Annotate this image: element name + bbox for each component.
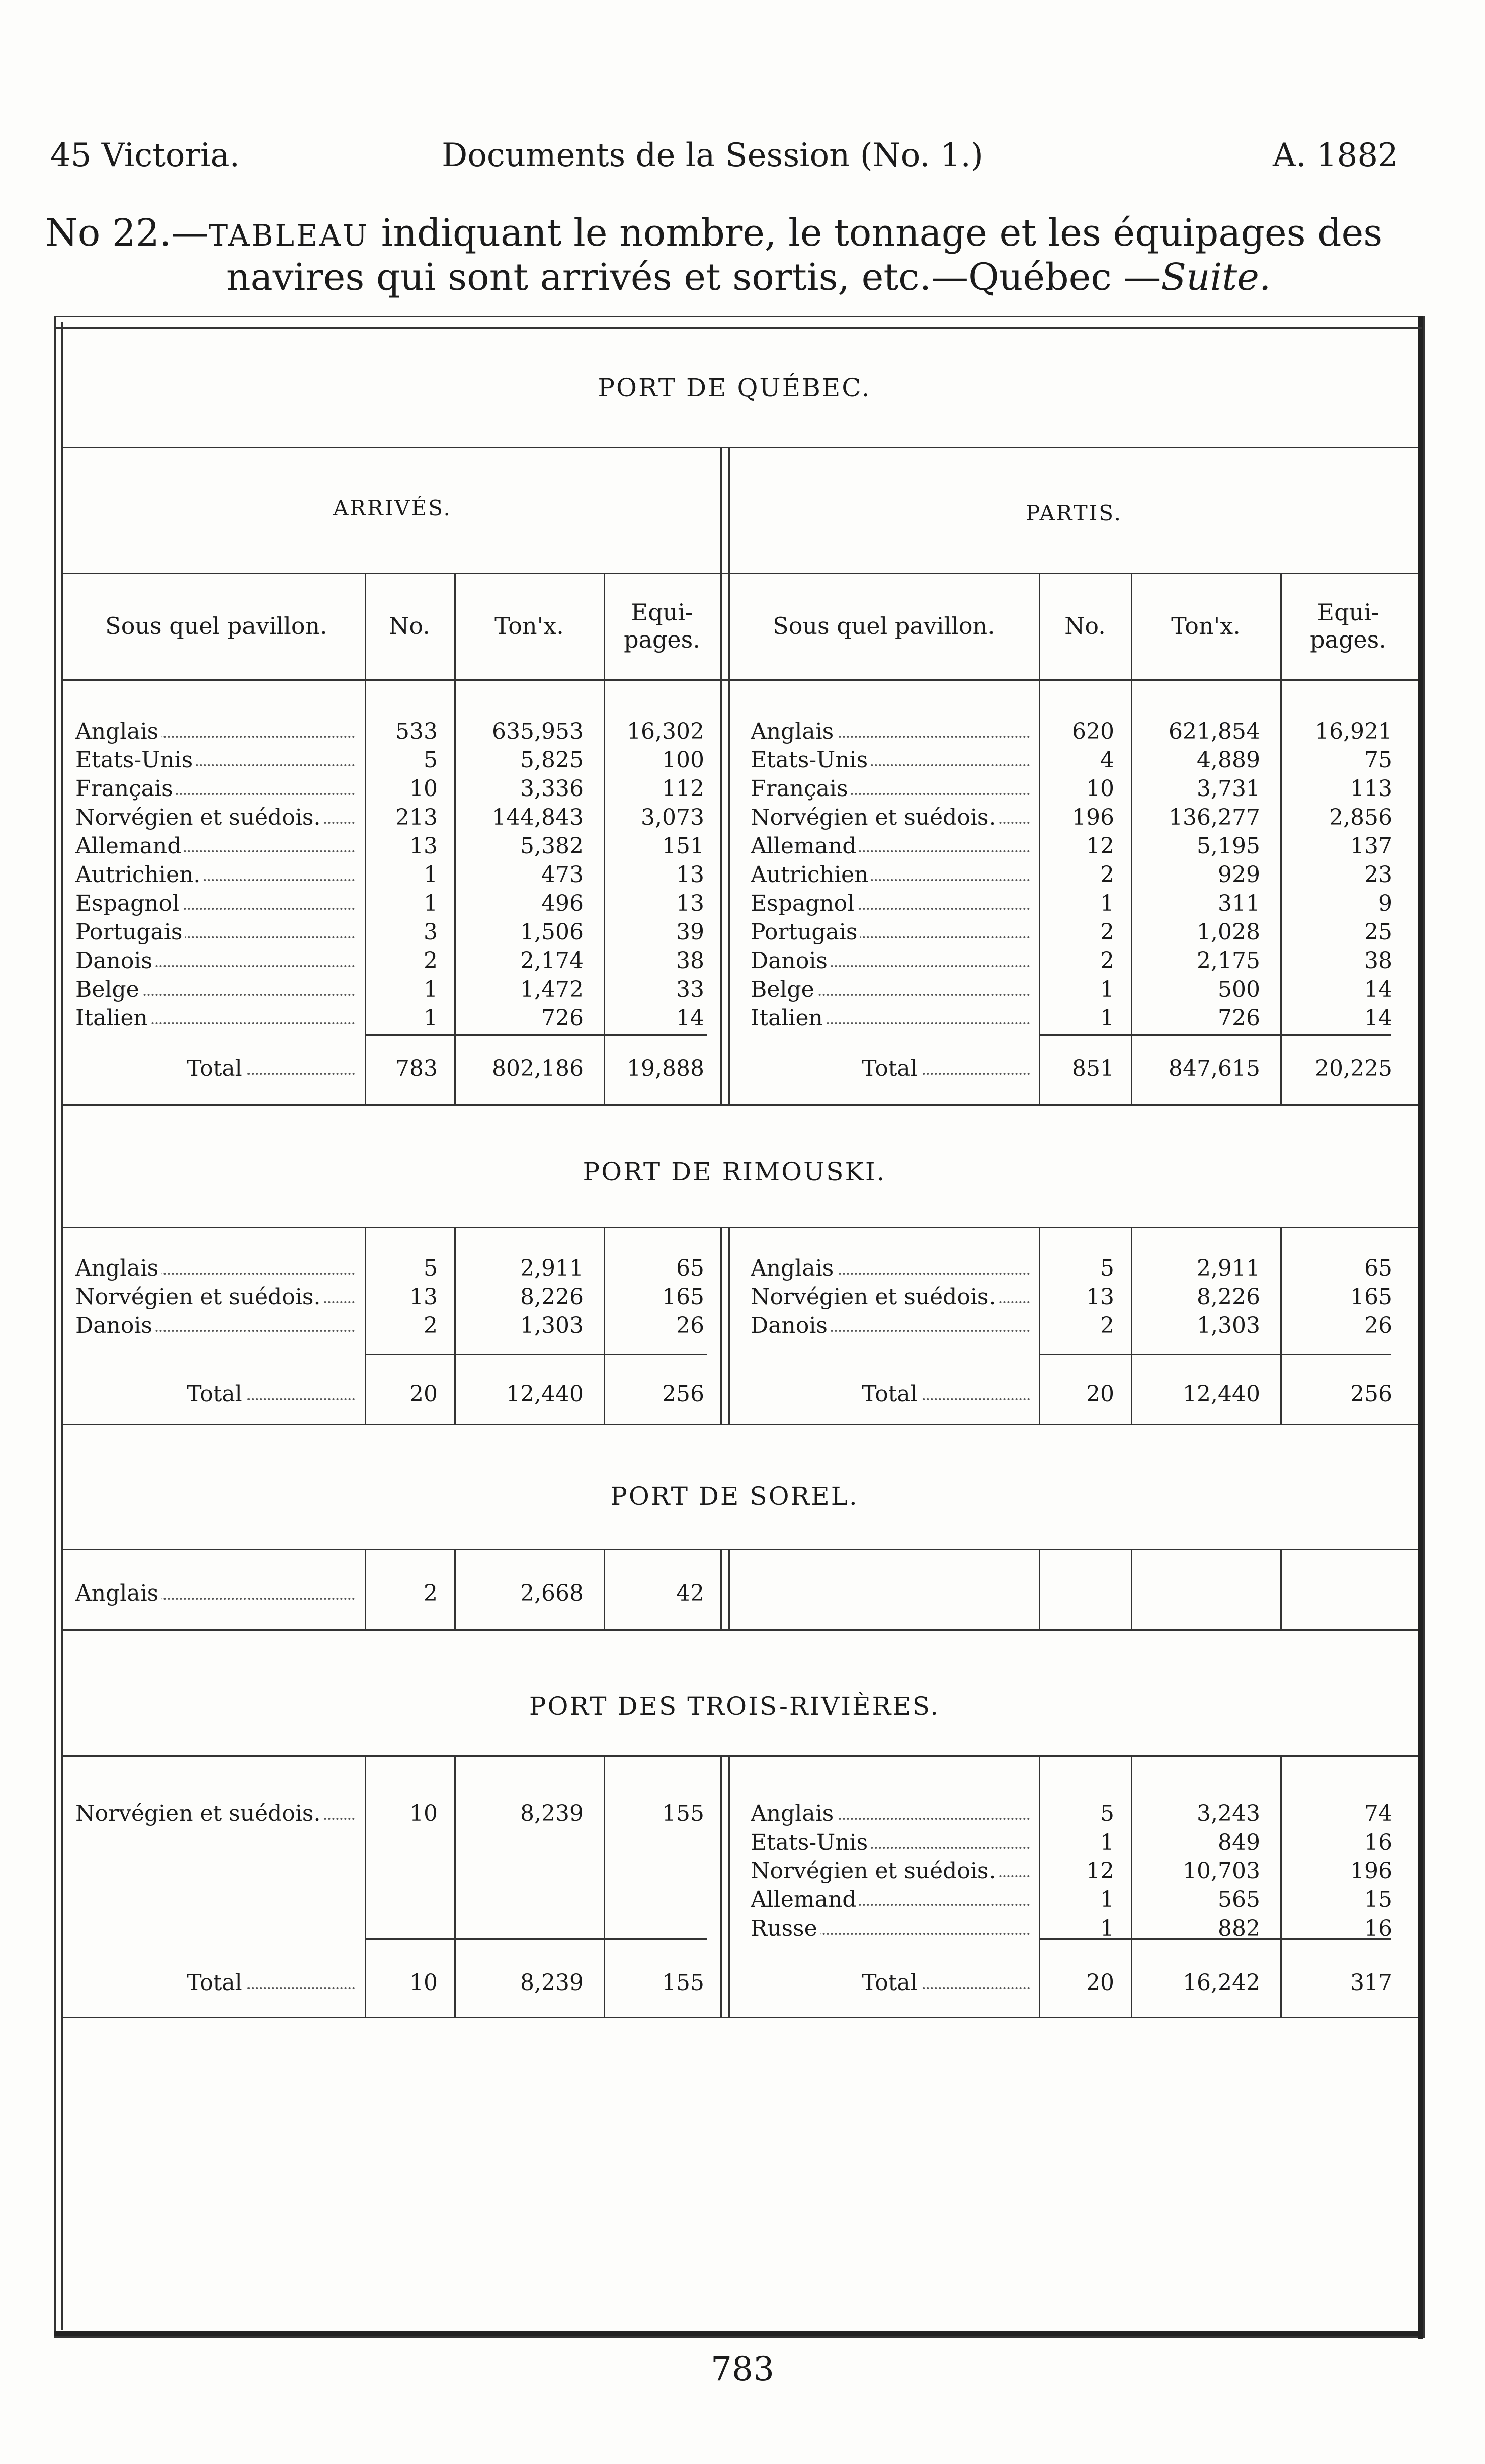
flag-label bbox=[75, 860, 355, 889]
rule bbox=[454, 1227, 456, 1424]
flag-name: Allemand bbox=[751, 1887, 859, 1913]
page-number: 783 bbox=[711, 2350, 774, 2389]
cell-no: 12 bbox=[1086, 833, 1114, 859]
cell-ton: 2,668 bbox=[520, 1580, 584, 1606]
cell-eq: 65 bbox=[1364, 1255, 1392, 1281]
flag-name: Norvégien et suédois. bbox=[751, 1858, 999, 1884]
cell-ton: 882 bbox=[1218, 1916, 1260, 1941]
cell-no: 4 bbox=[1100, 747, 1114, 773]
cell-no: 2 bbox=[1100, 919, 1114, 945]
cell-ton: 12,440 bbox=[1183, 1381, 1260, 1407]
flag-name: Français bbox=[75, 776, 176, 802]
flag-name: Anglais bbox=[751, 1255, 837, 1281]
cell-ton: 929 bbox=[1218, 862, 1260, 888]
flag-name: Total bbox=[183, 1970, 247, 1996]
cell-ton: 8,239 bbox=[520, 1970, 584, 1996]
flag-label bbox=[75, 746, 355, 774]
cell-no: 13 bbox=[409, 1284, 438, 1310]
cell-eq: 3,073 bbox=[641, 805, 704, 830]
cell-ton: 3,336 bbox=[520, 776, 584, 802]
rule bbox=[1280, 1549, 1282, 1629]
total-label bbox=[751, 1380, 1030, 1408]
cell-no: 20 bbox=[1086, 1381, 1114, 1407]
rule bbox=[365, 1227, 366, 1424]
flag-label bbox=[75, 1579, 355, 1608]
flag-label bbox=[751, 1885, 1030, 1914]
cell-no: 3 bbox=[424, 919, 438, 945]
rule bbox=[365, 1755, 366, 2017]
cell-ton: 311 bbox=[1218, 891, 1260, 916]
cell-no: 12 bbox=[1086, 1858, 1114, 1884]
cell-no: 1 bbox=[1100, 977, 1114, 1002]
cell-no: 783 bbox=[395, 1056, 438, 1081]
rule bbox=[61, 1629, 1418, 1631]
rule bbox=[365, 1354, 707, 1355]
cell-ton: 726 bbox=[541, 1005, 584, 1031]
cell-eq: 165 bbox=[662, 1284, 704, 1310]
rule bbox=[1280, 1755, 1282, 2017]
flag-label bbox=[751, 889, 1030, 918]
cell-no: 2 bbox=[424, 948, 438, 974]
cell-ton: 1,472 bbox=[520, 977, 584, 1002]
flag-name: Italien bbox=[751, 1005, 826, 1031]
cell-no: 13 bbox=[409, 833, 438, 859]
rule bbox=[1280, 573, 1282, 1104]
flag-label bbox=[751, 1311, 1030, 1340]
rule bbox=[61, 1755, 1418, 1757]
cell-eq: 112 bbox=[662, 776, 704, 802]
flag-label bbox=[751, 860, 1030, 889]
cell-eq: 256 bbox=[662, 1381, 704, 1407]
flag-name: Norvégien et suédois. bbox=[75, 1284, 323, 1310]
cell-eq: 100 bbox=[662, 747, 704, 773]
cell-eq: 16 bbox=[1364, 1916, 1392, 1941]
flag-label bbox=[751, 1283, 1030, 1311]
cell-no: 20 bbox=[409, 1381, 438, 1407]
flag-label bbox=[75, 1283, 355, 1311]
cell-ton: 3,243 bbox=[1197, 1801, 1260, 1826]
cell-no: 10 bbox=[1086, 776, 1114, 802]
flag-label bbox=[751, 1857, 1030, 1885]
header-left: 45 Victoria. bbox=[50, 137, 240, 174]
flag-label bbox=[751, 975, 1030, 1004]
flag-label bbox=[75, 832, 355, 860]
rule bbox=[728, 1227, 730, 1424]
cell-eq: 317 bbox=[1350, 1970, 1392, 1996]
frame-inner-left-rule bbox=[61, 322, 63, 2330]
cell-no: 2 bbox=[424, 1313, 438, 1338]
cell-ton: 2,911 bbox=[1197, 1255, 1260, 1281]
cell-eq: 16 bbox=[1364, 1830, 1392, 1855]
table-title-line2: navires qui sont arrivés et sortis, etc.—Québec —Suite. bbox=[226, 256, 1271, 299]
rule bbox=[61, 679, 1418, 681]
col-header-no-arrives: No. bbox=[389, 612, 430, 640]
flag-label bbox=[75, 717, 355, 746]
rule bbox=[1280, 1227, 1282, 1424]
rule bbox=[1131, 573, 1132, 1104]
cell-eq: 26 bbox=[676, 1313, 704, 1338]
frame-inner-top-rule bbox=[54, 327, 1422, 329]
rule bbox=[1131, 1549, 1132, 1629]
flag-label bbox=[751, 746, 1030, 774]
cell-ton: 726 bbox=[1218, 1005, 1260, 1031]
flag-name: Anglais bbox=[75, 1580, 161, 1606]
rule bbox=[365, 1034, 707, 1036]
cell-ton: 635,953 bbox=[492, 719, 584, 744]
header-right: A. 1882 bbox=[1273, 137, 1398, 174]
cell-eq: 196 bbox=[1350, 1858, 1392, 1884]
cell-no: 1 bbox=[1100, 1830, 1114, 1855]
flag-name: Allemand bbox=[75, 833, 184, 859]
flag-label bbox=[751, 1254, 1030, 1283]
col-header-equipages-partis: Equi- pages. bbox=[1310, 599, 1386, 653]
flag-name: Belge bbox=[751, 977, 817, 1002]
cell-ton: 2,911 bbox=[520, 1255, 584, 1281]
total-label bbox=[75, 1380, 355, 1408]
section-title-sorel: PORT DE SOREL. bbox=[610, 1482, 859, 1511]
rule bbox=[1039, 1227, 1040, 1424]
cell-no: 851 bbox=[1072, 1056, 1114, 1081]
cell-ton: 136,277 bbox=[1169, 805, 1260, 830]
cell-no: 1 bbox=[424, 862, 438, 888]
cell-eq: 38 bbox=[676, 948, 704, 974]
flag-name: Autrichien. bbox=[75, 862, 203, 888]
rule bbox=[61, 573, 1418, 574]
flag-name: Anglais bbox=[751, 719, 837, 744]
rule bbox=[365, 1549, 366, 1629]
flag-label bbox=[75, 946, 355, 975]
frame-bottom-rule bbox=[54, 2331, 1423, 2336]
flag-label bbox=[751, 1004, 1030, 1032]
flag-name: Danois bbox=[751, 1313, 831, 1338]
cell-ton: 144,843 bbox=[492, 805, 584, 830]
flag-name: Anglais bbox=[75, 719, 161, 744]
cell-no: 10 bbox=[409, 1801, 438, 1826]
cell-eq: 16,302 bbox=[627, 719, 704, 744]
rule bbox=[61, 1424, 1418, 1425]
cell-no: 2 bbox=[424, 1580, 438, 1606]
cell-ton: 500 bbox=[1218, 977, 1260, 1002]
rule bbox=[61, 1104, 1418, 1106]
cell-no: 213 bbox=[395, 805, 438, 830]
cell-no: 10 bbox=[409, 1970, 438, 1996]
rule bbox=[1039, 1549, 1040, 1629]
cell-eq: 25 bbox=[1364, 919, 1392, 945]
cell-ton: 1,303 bbox=[520, 1313, 584, 1338]
rule bbox=[454, 1549, 456, 1629]
cell-ton: 1,303 bbox=[1197, 1313, 1260, 1338]
rule bbox=[1039, 1034, 1391, 1036]
flag-name: Etats-Unis bbox=[751, 1830, 871, 1855]
flag-name: Danois bbox=[751, 948, 831, 974]
cell-eq: 39 bbox=[676, 919, 704, 945]
cell-ton: 3,731 bbox=[1197, 776, 1260, 802]
rule bbox=[1039, 1755, 1040, 2017]
flag-name: Norvégien et suédois. bbox=[751, 1284, 999, 1310]
cell-eq: 155 bbox=[662, 1801, 704, 1826]
cell-eq: 14 bbox=[1364, 977, 1392, 1002]
cell-eq: 165 bbox=[1350, 1284, 1392, 1310]
flag-name: Etats-Unis bbox=[75, 747, 196, 773]
flag-name: Russe bbox=[751, 1916, 820, 1941]
flag-name: Autrichien bbox=[751, 862, 871, 888]
rule bbox=[728, 1549, 730, 1629]
flag-name: Portugais bbox=[751, 919, 860, 945]
cell-eq: 75 bbox=[1364, 747, 1392, 773]
cell-ton: 5,195 bbox=[1197, 833, 1260, 859]
cell-no: 5 bbox=[424, 747, 438, 773]
flag-name: Danois bbox=[75, 948, 155, 974]
cell-eq: 137 bbox=[1350, 833, 1392, 859]
flag-label bbox=[751, 774, 1030, 803]
total-label bbox=[751, 1968, 1030, 1997]
rule bbox=[1039, 573, 1040, 1104]
flag-label bbox=[75, 1254, 355, 1283]
cell-eq: 65 bbox=[676, 1255, 704, 1281]
flag-label bbox=[751, 1799, 1030, 1828]
flag-name: Espagnol bbox=[75, 891, 182, 916]
flag-name: Danois bbox=[75, 1313, 155, 1338]
cell-eq: 113 bbox=[1350, 776, 1392, 802]
flag-name: Total bbox=[858, 1056, 922, 1081]
cell-ton: 1,506 bbox=[520, 919, 584, 945]
rule bbox=[720, 1755, 722, 2017]
cell-no: 2 bbox=[1100, 862, 1114, 888]
flag-name: Norvégien et suédois. bbox=[75, 1801, 323, 1826]
flag-label bbox=[75, 1799, 355, 1828]
flag-name: Espagnol bbox=[751, 891, 857, 916]
rule bbox=[1131, 1227, 1132, 1424]
cell-eq: 9 bbox=[1378, 891, 1392, 916]
rule bbox=[61, 1227, 1418, 1228]
cell-ton: 565 bbox=[1218, 1887, 1260, 1913]
cell-eq: 13 bbox=[676, 891, 704, 916]
flag-name: Total bbox=[858, 1381, 922, 1407]
total-label bbox=[75, 1054, 355, 1083]
cell-no: 10 bbox=[409, 776, 438, 802]
cell-ton: 849 bbox=[1218, 1830, 1260, 1855]
cell-eq: 13 bbox=[676, 862, 704, 888]
flag-label bbox=[751, 1828, 1030, 1857]
cell-ton: 16,242 bbox=[1183, 1970, 1260, 1996]
cell-eq: 26 bbox=[1364, 1313, 1392, 1338]
flag-label bbox=[75, 803, 355, 832]
flag-label bbox=[751, 803, 1030, 832]
rule bbox=[61, 2017, 1418, 2018]
subhead-partis: PARTIS. bbox=[1026, 501, 1122, 525]
rule bbox=[720, 1227, 722, 1424]
flag-label bbox=[75, 918, 355, 946]
cell-no: 533 bbox=[395, 719, 438, 744]
cell-no: 20 bbox=[1086, 1970, 1114, 1996]
flag-label bbox=[75, 889, 355, 918]
cell-ton: 802,186 bbox=[492, 1056, 584, 1081]
cell-ton: 2,175 bbox=[1197, 948, 1260, 974]
cell-no: 620 bbox=[1072, 719, 1114, 744]
col-header-equipages-arrives: Equi- pages. bbox=[624, 599, 700, 653]
rule bbox=[454, 573, 456, 1104]
subhead-arrives: ARRIVÉS. bbox=[333, 496, 452, 520]
frame-right-rule bbox=[1418, 316, 1423, 2339]
cell-ton: 1,028 bbox=[1197, 919, 1260, 945]
section-title-rimouski: PORT DE RIMOUSKI. bbox=[583, 1157, 886, 1186]
flag-name: Anglais bbox=[75, 1255, 161, 1281]
flag-name: Belge bbox=[75, 977, 142, 1002]
cell-eq: 14 bbox=[676, 1005, 704, 1031]
cell-eq: 38 bbox=[1364, 948, 1392, 974]
cell-ton: 8,239 bbox=[520, 1801, 584, 1826]
cell-no: 5 bbox=[1100, 1255, 1114, 1281]
flag-name: Français bbox=[751, 776, 851, 802]
cell-eq: 2,856 bbox=[1329, 805, 1392, 830]
cell-ton: 8,226 bbox=[1197, 1284, 1260, 1310]
flag-label bbox=[75, 774, 355, 803]
total-label bbox=[751, 1054, 1030, 1083]
flag-label bbox=[751, 946, 1030, 975]
flag-label bbox=[75, 975, 355, 1004]
cell-ton: 621,854 bbox=[1169, 719, 1260, 744]
col-header-tonnage-arrives: Ton'x. bbox=[494, 612, 564, 640]
cell-ton: 4,889 bbox=[1197, 747, 1260, 773]
section-title-quebec: PORT DE QUÉBEC. bbox=[598, 373, 871, 403]
cell-no: 5 bbox=[1100, 1801, 1114, 1826]
cell-ton: 2,174 bbox=[520, 948, 584, 974]
rule bbox=[365, 1938, 707, 1940]
rule bbox=[728, 447, 730, 1104]
rule bbox=[720, 1549, 722, 1629]
flag-name: Norvégien et suédois. bbox=[75, 805, 323, 830]
col-header-tonnage-partis: Ton'x. bbox=[1171, 612, 1241, 640]
rule bbox=[61, 1549, 1418, 1550]
cell-no: 5 bbox=[424, 1255, 438, 1281]
flag-label bbox=[751, 1914, 1030, 1943]
cell-ton: 473 bbox=[541, 862, 584, 888]
cell-eq: 155 bbox=[662, 1970, 704, 1996]
rule bbox=[365, 573, 366, 1104]
flag-name: Norvégien et suédois. bbox=[751, 805, 999, 830]
flag-name: Italien bbox=[75, 1005, 151, 1031]
flag-label bbox=[75, 1004, 355, 1032]
cell-ton: 496 bbox=[541, 891, 584, 916]
cell-eq: 256 bbox=[1350, 1381, 1392, 1407]
rule bbox=[454, 1755, 456, 2017]
rule bbox=[61, 447, 1418, 448]
cell-no: 1 bbox=[1100, 1887, 1114, 1913]
cell-eq: 15 bbox=[1364, 1887, 1392, 1913]
rule bbox=[1039, 1354, 1391, 1355]
col-header-pavillon-partis: Sous quel pavillon. bbox=[773, 612, 995, 640]
cell-ton: 8,226 bbox=[520, 1284, 584, 1310]
flag-name: Etats-Unis bbox=[751, 747, 871, 773]
cell-no: 196 bbox=[1072, 805, 1114, 830]
cell-ton: 5,825 bbox=[520, 747, 584, 773]
col-header-pavillon-arrives: Sous quel pavillon. bbox=[105, 612, 327, 640]
cell-no: 1 bbox=[424, 977, 438, 1002]
cell-no: 1 bbox=[424, 1005, 438, 1031]
cell-no: 2 bbox=[1100, 948, 1114, 974]
flag-name: Total bbox=[858, 1970, 922, 1996]
flag-label bbox=[751, 832, 1030, 860]
rule bbox=[1131, 1755, 1132, 2017]
cell-eq: 14 bbox=[1364, 1005, 1392, 1031]
col-header-no-partis: No. bbox=[1064, 612, 1106, 640]
section-title-trois-rivieres: PORT DES TROIS-RIVIÈRES. bbox=[529, 1692, 940, 1721]
cell-no: 2 bbox=[1100, 1313, 1114, 1338]
flag-name: Total bbox=[183, 1056, 247, 1081]
cell-ton: 10,703 bbox=[1183, 1858, 1260, 1884]
rule bbox=[720, 447, 722, 1104]
table-title-line1: No 22.—TABLEAU indiquant le nombre, le tonnage et les équipages des bbox=[45, 211, 1383, 255]
rule bbox=[728, 1755, 730, 2017]
cell-eq: 16,921 bbox=[1315, 719, 1392, 744]
cell-eq: 42 bbox=[676, 1580, 704, 1606]
flag-name: Total bbox=[183, 1381, 247, 1407]
cell-no: 1 bbox=[1100, 1916, 1114, 1941]
flag-label bbox=[75, 1311, 355, 1340]
cell-no: 1 bbox=[1100, 891, 1114, 916]
cell-no: 1 bbox=[1100, 1005, 1114, 1031]
header-center: Documents de la Session (No. 1.) bbox=[442, 137, 983, 174]
cell-eq: 33 bbox=[676, 977, 704, 1002]
cell-no: 1 bbox=[424, 891, 438, 916]
cell-eq: 74 bbox=[1364, 1801, 1392, 1826]
cell-ton: 847,615 bbox=[1169, 1056, 1260, 1081]
cell-ton: 12,440 bbox=[506, 1381, 584, 1407]
cell-eq: 19,888 bbox=[627, 1056, 704, 1081]
flag-label bbox=[751, 918, 1030, 946]
cell-eq: 151 bbox=[662, 833, 704, 859]
total-label bbox=[75, 1968, 355, 1997]
flag-name: Anglais bbox=[751, 1801, 837, 1826]
flag-name: Allemand bbox=[751, 833, 859, 859]
flag-label bbox=[751, 717, 1030, 746]
flag-name: Portugais bbox=[75, 919, 185, 945]
cell-ton: 5,382 bbox=[520, 833, 584, 859]
cell-eq: 23 bbox=[1364, 862, 1392, 888]
cell-no: 13 bbox=[1086, 1284, 1114, 1310]
cell-eq: 20,225 bbox=[1315, 1056, 1392, 1081]
